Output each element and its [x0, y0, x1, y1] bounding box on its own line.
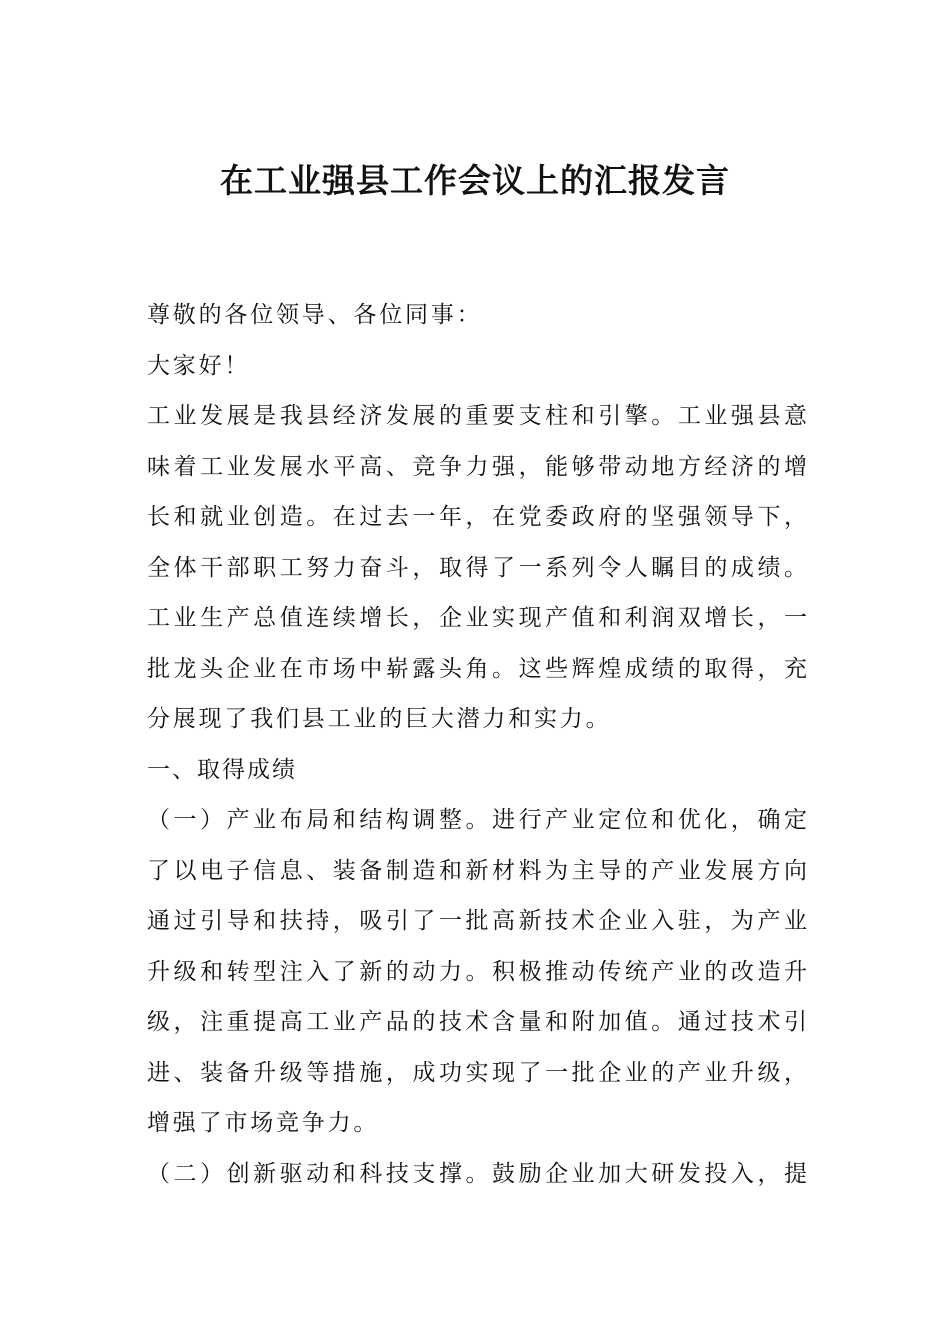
intro-paragraph [147, 391, 807, 745]
subsection-2-first-line: （二）创新驱动和科技支撑。鼓励企业加大研发投入，提 [147, 1160, 807, 1187]
paragraph-line: 了以电子信息、装备制造和新材料为主导的产业发展方向 [147, 857, 807, 884]
document-body [147, 290, 807, 1199]
paragraph-line: 批龙头企业在市场中崭露头角。这些辉煌成绩的取得，充 [147, 655, 807, 682]
section-heading: 一、取得成绩 [147, 756, 297, 783]
paragraph-line: 工业发展是我县经济发展的重要支柱和引擎。工业强县意 [147, 403, 807, 429]
paragraph-line: 长和就业创造。在过去一年，在党委政府的坚强领导下， [147, 504, 807, 530]
paragraph-line: 味着工业发展水平高、竞争力强，能够带动地方经济的增 [147, 453, 807, 480]
greeting: 大家好！ [147, 352, 251, 379]
document-title: 在工业强县工作会议上的汇报发言 [220, 161, 730, 200]
paragraph-line: 升级和转型注入了新的动力。积极推动传统产业的改造升 [147, 958, 807, 985]
paragraph-line: 分展现了我们县工业的巨大潜力和实力。 [147, 706, 612, 732]
subsection-1-paragraph [147, 795, 807, 1149]
paragraph-line: 进、装备升级等措施，成功实现了一批企业的产业升级， [147, 1059, 807, 1086]
paragraph-line: 级，注重提高工业产品的技术含量和附加值。通过技术引 [147, 1009, 807, 1035]
paragraph-line: 全体干部职工努力奋斗，取得了一系列令人瞩目的成绩。 [147, 554, 807, 581]
salutation: 尊敬的各位领导、各位同事： [147, 302, 483, 328]
paragraph-line: 工业生产总值连续增长，企业实现产值和利润双增长，一 [147, 605, 807, 631]
paragraph-line: 增强了市场竞争力。 [147, 1110, 380, 1136]
paragraph-line: 通过引导和扶持，吸引了一批高新技术企业入驻，为产业 [147, 908, 807, 934]
paragraph-line: （一）产业布局和结构调整。进行产业定位和优化，确定 [147, 807, 807, 833]
